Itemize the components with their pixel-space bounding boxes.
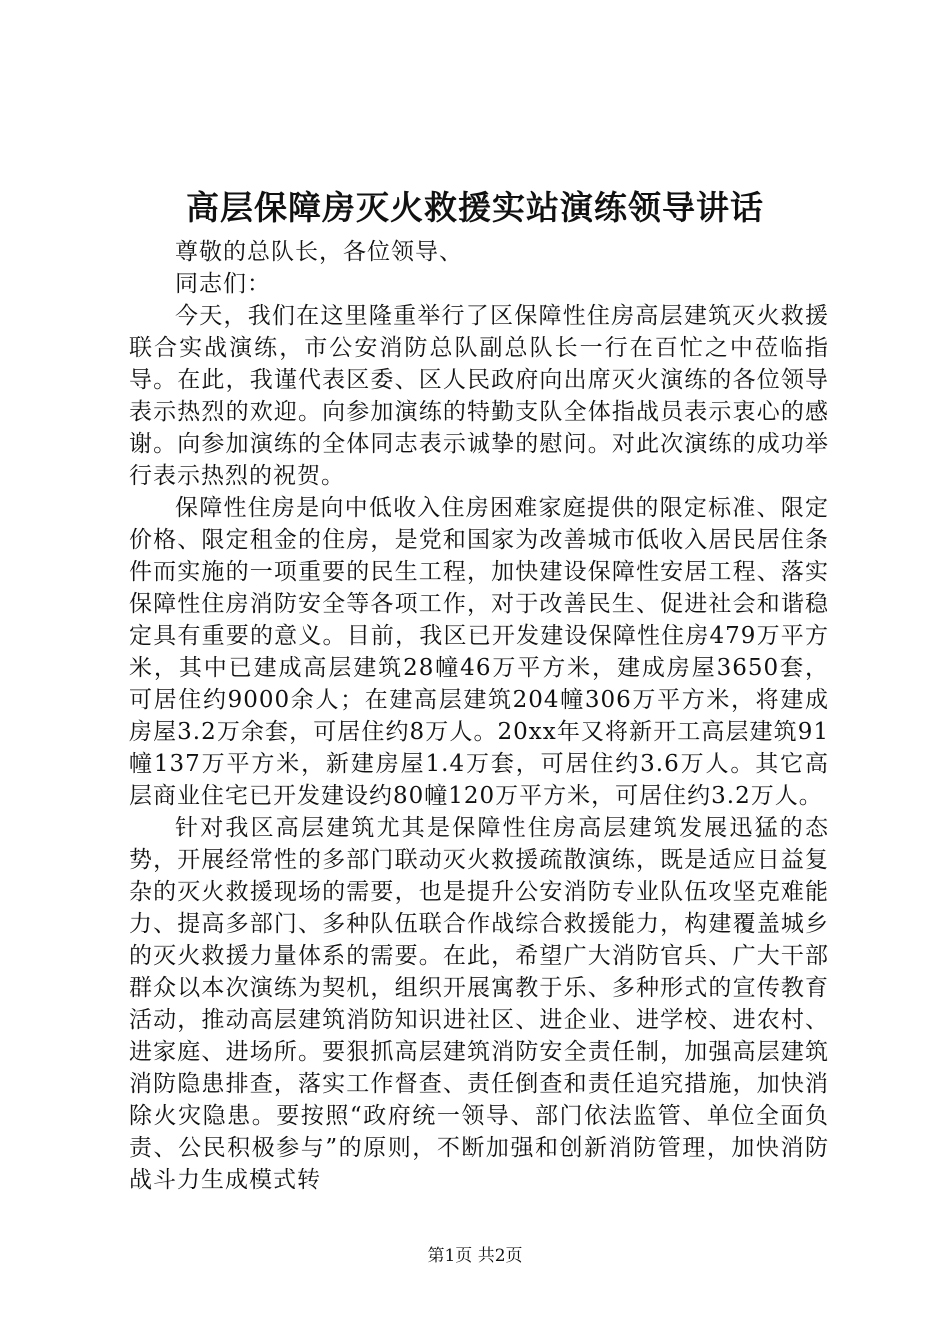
page-number: 第1页 共2页 — [427, 1246, 523, 1266]
document-title: 高层保障房灭火救援实站演练领导讲话 — [186, 188, 764, 227]
salutation-line-1: 尊敬的总队长，各位领导、 — [175, 239, 463, 265]
paragraph-housing: 保障性住房是向中低收入住房困难家庭提供的限定标准、限定价格、限定租金的住房，是党和国家为改善城市低收入居民居住条件而实施的一项重要的民生工程，加快建设保障性安居工程、落实保障性住房消防安全等各项工作，对于改善民生、促进社会和谐稳定具有重要的意义。目前，我区已开发建设保障性住房479万平方米，其中已建成高层建筑28幢46万平方米，建成房屋3650套，可居住约9000余人；在建高层建筑204幢306万平方米，将建成房屋3.2万余套，可居住约8万人。20xx年又将新开工高层建筑91幢137万平方米，新建房屋1.4万套，可居住约3.6万人。其它高层商业住宅已开发建设约80幢120万平方米，可居住约3.2万人。 — [129, 495, 829, 809]
document-body — [129, 236, 829, 1196]
salutation-line-2: 同志们： — [175, 271, 271, 297]
paragraph-opening: 今天，我们在这里隆重举行了区保障性住房高层建筑灭火救援联合实战演练，市公安消防总队副总队长一行在百忙之中莅临指导。在此，我谨代表区委、区人民政府向出席灭火演练的各位领导表示热烈的欢迎。向参加演练的特勤支队全体指战员表示衷心的感谢。向参加演练的全体同志表示诚挚的慰问。对此次演练的成功举行表示热烈的祝贺。 — [129, 303, 829, 489]
paragraph-requirements: 针对我区高层建筑尤其是保障性住房高层建筑发展迅猛的态势，开展经常性的多部门联动灭火救援疏散演练，既是适应日益复杂的灭火救援现场的需要，也是提升公安消防专业队伍攻坚克难能力、提高多部门、多种队伍联合作战综合救援能力，构建覆盖城乡的灭火救援力量体系的需要。在此，希望广大消防官兵、广大干部群众以本次演练为契机，组织开展寓教于乐、多种形式的宣传教育活动，推动高层建筑消防知识进社区、进企业、进学校、进农村、进家庭、进场所。要狠抓高层建筑消防安全责任制，加强高层建筑消防隐患排查，落实工作督查、责任倒查和责任追究措施，加快消除火灾隐患。要按照“政府统一领导、部门依法监管、单位全面负责、公民积极参与”的原则，不断加强和创新消防管理，加快消防战斗力生成模式转 — [129, 815, 829, 1193]
